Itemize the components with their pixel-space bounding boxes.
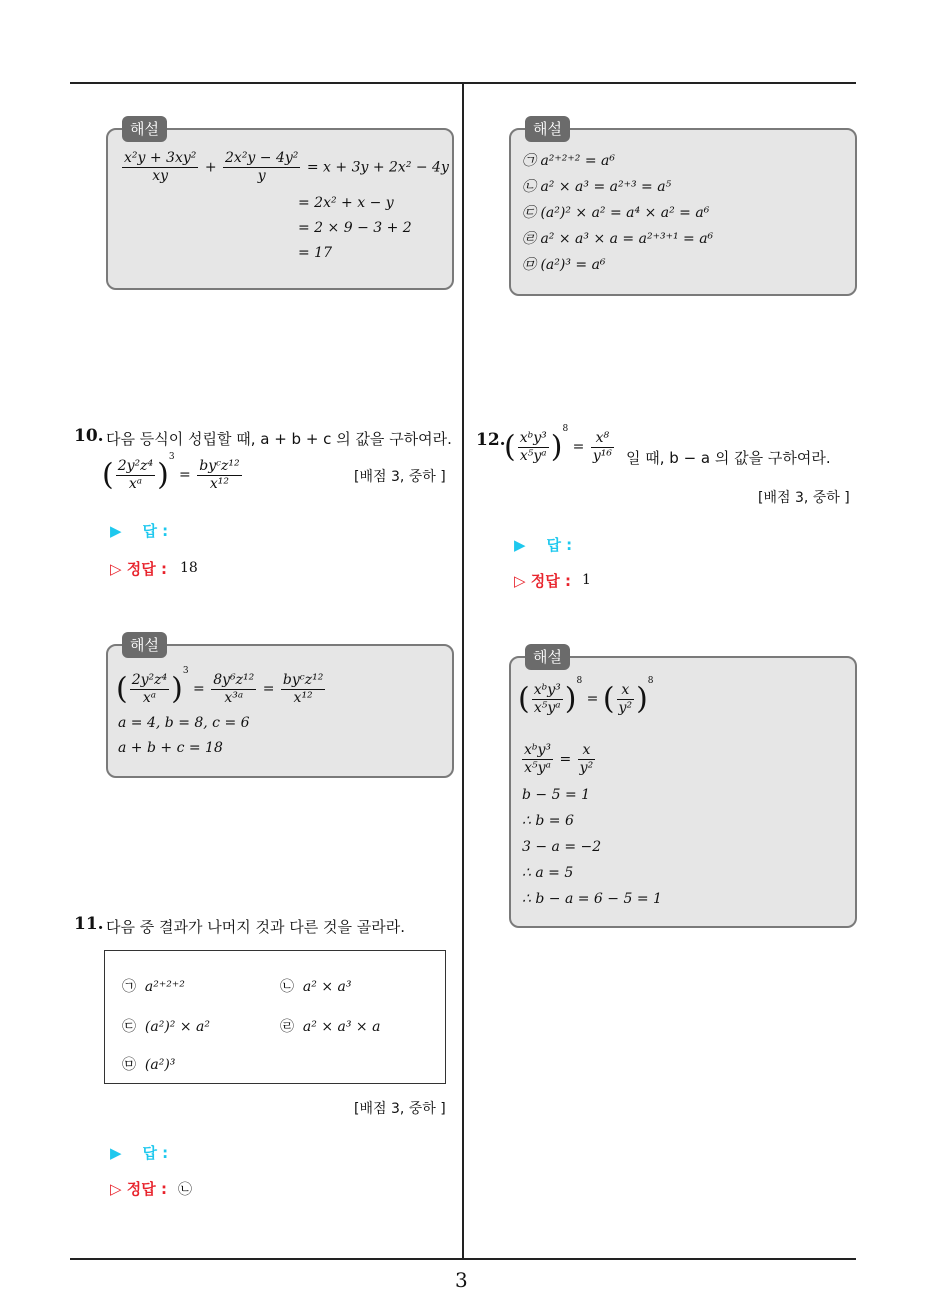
- fraction: $\frac{\text{xᵇy³}}{\text{x⁵yᵃ}}$: [519, 429, 547, 464]
- question-number: 10.: [74, 426, 104, 446]
- solution-box-q10: [106, 636, 454, 778]
- solution-q12-line: ∴ a = 5: [522, 865, 574, 881]
- score-label: [배점 3, 중하 ]: [758, 490, 850, 506]
- solution-q12-line2: $\frac{\text{xᵇy³}}{\text{x⁵yᵃ}}$ = $\frac{x}{\text{y²}}$: [524, 742, 594, 776]
- play-outline-icon: ▷: [110, 1180, 122, 1198]
- correct-answer-label: ▷ 정답 :: [110, 1180, 167, 1198]
- score-label: [배점 3, 중하 ]: [354, 469, 446, 485]
- fraction: $\frac{\text{xᵇy³}}{\text{x⁵yᵃ}}$: [533, 681, 561, 716]
- correct-answer-label: ▷ 정답 :: [514, 572, 571, 590]
- score-label: [배점 3, 중하 ]: [354, 1101, 446, 1117]
- solution-q11-line: ㉡ a² × a³ = a²⁺³ = a⁵: [522, 179, 672, 195]
- solution-q12-line1: ( $\frac{\text{xᵇy³}}{\text{x⁵yᵃ}}$ )$^8$ = ( $\frac{x}{\text{y²}}$ )$^8$: [518, 676, 654, 717]
- fraction: $\frac{\text{x⁸}}{\text{y¹⁶}}$: [592, 429, 612, 464]
- fraction: $\frac{\text{2x²y − 4y²}}{y}$: [225, 150, 299, 184]
- play-icon: ▶: [110, 1144, 122, 1162]
- choice-item: ㉤ (a²)³: [122, 1057, 176, 1073]
- fraction: $\frac{\text{x²y + 3xy²}}{xy}$: [124, 150, 197, 184]
- solution-q12-line: ∴ b − a = 6 − 5 = 1: [522, 891, 662, 907]
- fraction: $\frac{\text{8y⁶z¹²}}{\text{x³ᵃ}}$: [213, 671, 255, 706]
- column-divider: [462, 84, 464, 1260]
- play-icon: ▶: [110, 522, 122, 540]
- answer-label: ▶ 답 :: [110, 1144, 169, 1162]
- solution-tag: 해설: [525, 644, 570, 670]
- fraction: $\frac{\text{2y²z⁴}}{\text{xᵃ}}$: [117, 457, 154, 492]
- solution-q10-line2: a = 4, b = 8, c = 6: [118, 715, 250, 731]
- play-outline-icon: ▷: [110, 560, 122, 578]
- solution-q11-line: ㉢ (a²)² × a² = a⁴ × a² = a⁶: [522, 205, 710, 221]
- solution-q12-line: b − 5 = 1: [522, 787, 591, 803]
- answer-label: ▶ 답 :: [110, 522, 169, 540]
- question-number: 11.: [74, 914, 104, 934]
- fraction: $\frac{\text{byᶜz¹²}}{\text{x¹²}}$: [199, 457, 240, 492]
- solution-q11-line: ㉣ a² × a³ × a = a²⁺³⁺¹ = a⁶: [522, 231, 714, 247]
- correct-answer-value: ㉡: [178, 1182, 192, 1198]
- question-number: 12.: [476, 430, 506, 450]
- solution-q11-line: ㉤ (a²)³ = a⁶: [522, 257, 606, 273]
- correct-answer-value: 1: [582, 572, 591, 588]
- fraction: $\frac{\text{xᵇy³}}{\text{x⁵yᵃ}}$: [524, 742, 552, 776]
- play-icon: ▶: [514, 536, 526, 554]
- question-text: 일 때, b − a 의 값을 구하여라.: [626, 449, 831, 467]
- correct-answer-label: ▷ 정답 :: [110, 560, 167, 578]
- solution-q11-line: ㉠ a²⁺²⁺² = a⁶: [522, 153, 616, 169]
- solution-q9-line2: = 2x² + x − y: [298, 195, 394, 211]
- choice-item: ㉣ a² × a³ × a: [280, 1019, 381, 1035]
- answer-label: ▶ 답 :: [514, 536, 573, 554]
- choice-item: ㉡ a² × a³: [280, 979, 352, 995]
- choice-item: ㉢ (a²)² × a²: [122, 1019, 210, 1035]
- fraction: $\frac{\text{byᶜz¹²}}{\text{x¹²}}$: [282, 671, 324, 706]
- page-number: 3: [455, 1268, 468, 1292]
- fraction: $\frac{x}{\text{y²}}$: [579, 742, 594, 776]
- solution-q9-line3: = 2 × 9 − 3 + 2: [298, 220, 412, 236]
- solution-tag: 해설: [525, 116, 570, 142]
- bottom-rule: [70, 1258, 856, 1260]
- solution-q12-line: 3 − a = −2: [522, 839, 602, 855]
- correct-answer-value: 18: [180, 560, 198, 576]
- solution-q12-line: ∴ b = 6: [522, 813, 574, 829]
- choice-item: ㉠ a²⁺²⁺²: [122, 979, 185, 995]
- solution-q10-line3: a + b + c = 18: [118, 740, 223, 756]
- fraction: $\frac{x}{\text{y²}}$: [618, 681, 633, 716]
- question-equation: ( $\frac{\text{2y²z⁴}}{\text{xᵃ}}$ )$^3$ = $\frac{\text{byᶜz¹²}}{\text{x¹²}}$: [102, 452, 240, 493]
- question-text: 다음 등식이 성립할 때, a + b + c 의 값을 구하여라.: [106, 430, 452, 448]
- play-outline-icon: ▷: [514, 572, 526, 590]
- question-equation: ( $\frac{\text{xᵇy³}}{\text{x⁵yᵃ}}$ )$^8$ = $\frac{\text{x⁸}}{\text{y¹⁶}}$: [504, 424, 612, 465]
- solution-tag: 해설: [122, 632, 167, 658]
- fraction: $\frac{\text{2y²z⁴}}{\text{xᵃ}}$: [131, 671, 168, 706]
- solution-q9-line1: $\frac{\text{x²y + 3xy²}}{xy}$ + $\frac{\text{2x²y − 4y²}}{y}$ = x + 3y + 2x² − 4y: [124, 150, 449, 184]
- question-text: 다음 중 결과가 나머지 것과 다른 것을 골라라.: [106, 918, 405, 936]
- solution-q9-line4: = 17: [298, 245, 332, 261]
- solution-tag: 해설: [122, 116, 167, 142]
- solution-q10-line1: ( $\frac{\text{2y²z⁴}}{\text{xᵃ}}$ )$^3$ = $\frac{\text{8y⁶z¹²}}{\text{x³ᵃ}}$ = $\frac{\text{byᶜz¹²}}{\text{x¹²}}$: [116, 666, 324, 707]
